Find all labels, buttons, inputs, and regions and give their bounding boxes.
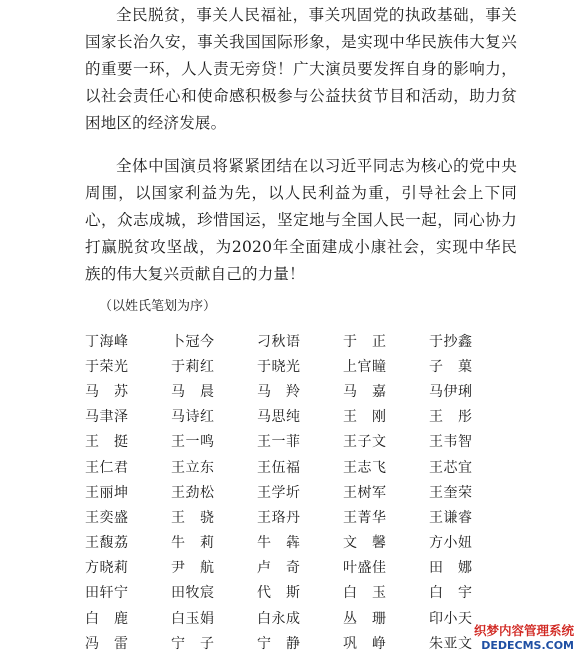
name-entry: 马 苏 — [85, 383, 129, 400]
watermark-url: DEDECMS.COM — [481, 639, 574, 652]
name-entry: 方晓莉 — [85, 560, 129, 577]
name-entry: 子 菓 — [429, 358, 473, 375]
name-entry: 田 娜 — [429, 560, 473, 577]
names-list — [85, 328, 517, 655]
name-entry: 于莉红 — [171, 358, 215, 375]
names-row — [85, 479, 517, 504]
name-entry: 牛 莉 — [171, 535, 215, 552]
name-entry: 田牧宸 — [171, 585, 215, 602]
name-entry: 王树军 — [343, 484, 387, 501]
name-entry: 方小妞 — [429, 535, 473, 552]
name-entry: 王谦睿 — [429, 509, 473, 526]
name-entry: 马伊琍 — [429, 383, 473, 400]
name-entry: 于抄鑫 — [429, 333, 473, 350]
names-row — [85, 404, 517, 429]
name-entry: 马 嘉 — [343, 383, 387, 400]
names-row — [85, 630, 517, 655]
names-row — [85, 429, 517, 454]
name-entry: 王 彤 — [429, 409, 473, 426]
name-entry: 王奎荣 — [429, 484, 473, 501]
name-entry: 王一鸣 — [171, 434, 215, 451]
names-row — [85, 454, 517, 479]
name-entry: 马诗红 — [171, 409, 215, 426]
names-row — [85, 328, 517, 353]
name-entry: 王立东 — [171, 459, 215, 476]
name-entry: 代 斯 — [257, 585, 301, 602]
name-entry: 王奕盛 — [85, 509, 129, 526]
names-row — [85, 353, 517, 378]
name-entry: 王志飞 — [343, 459, 387, 476]
name-entry: 冯 雷 — [85, 635, 129, 652]
names-row — [85, 605, 517, 630]
name-entry: 牛 犇 — [257, 535, 301, 552]
watermark-title: 织梦内容管理系统 — [473, 623, 574, 638]
names-row — [85, 555, 517, 580]
name-entry: 尹 航 — [171, 560, 215, 577]
name-entry: 丛 珊 — [343, 610, 387, 627]
name-entry: 王学圻 — [257, 484, 301, 501]
name-entry: 于晓光 — [257, 358, 301, 375]
name-entry: 王仁君 — [85, 459, 129, 476]
name-entry: 叶盛佳 — [343, 560, 387, 577]
name-entry: 王 挺 — [85, 434, 129, 451]
name-entry: 朱亚文 — [429, 635, 473, 652]
name-entry: 王一菲 — [257, 434, 301, 451]
names-row — [85, 504, 517, 529]
name-entry: 王 骁 — [171, 509, 215, 526]
name-entry: 白 鹿 — [85, 610, 129, 627]
name-entry: 王馥荔 — [85, 535, 129, 552]
name-entry: 王芯宜 — [429, 459, 473, 476]
name-entry: 王韦智 — [429, 434, 473, 451]
name-entry: 宁 静 — [257, 635, 301, 652]
name-entry: 王菁华 — [343, 509, 387, 526]
name-entry: 白玉娟 — [171, 610, 215, 627]
watermark-logo — [456, 623, 574, 653]
name-entry: 白永成 — [257, 610, 301, 627]
name-entry: 刁秋语 — [257, 333, 301, 350]
names-row — [85, 530, 517, 555]
name-entry: 马 羚 — [257, 383, 301, 400]
name-entry: 文 馨 — [343, 535, 387, 552]
paragraph-2: 全体中国演员将紧紧团结在以习近平同志为核心的党中央周围，以国家利益为先，以人民利益为重，引导社会上下同心，众志成城，珍惜国运，坚定地与全国人民一起，同心协力打赢脱贫攻坚战，为2020年全面建成小康社会，实现中华民族的伟大复兴贡献自己的力量！ — [85, 157, 517, 283]
name-entry: 王子文 — [343, 434, 387, 451]
names-row — [85, 378, 517, 403]
name-entry: 王丽坤 — [85, 484, 129, 501]
name-entry: 王劲松 — [171, 484, 215, 501]
name-entry: 白 宇 — [429, 585, 473, 602]
name-entry: 丁海峰 — [85, 333, 129, 350]
name-entry: 印小天 — [429, 610, 473, 627]
paragraph-1: 全民脱贫，事关人民福祉，事关巩固党的执政基础，事关国家长治久安，事关我国国际形象，是实现中华民族伟大复兴的重要一环，人人责无旁贷！广大演员要发挥自身的影响力，以社会责任心和使命感积极参与公益扶贫节目和活动，助力贫困地区的经济发展。 — [85, 6, 517, 132]
name-entry: 马聿泽 — [85, 409, 129, 426]
name-entry: 于 正 — [343, 333, 387, 350]
name-entry: 卢 奇 — [257, 560, 301, 577]
name-entry: 上官瞳 — [343, 358, 387, 375]
name-entry: 巩 峥 — [343, 635, 387, 652]
name-entry: 马思纯 — [257, 409, 301, 426]
name-entry: 王伍福 — [257, 459, 301, 476]
name-entry: 白 玉 — [343, 585, 387, 602]
names-row — [85, 580, 517, 605]
name-entry: 马 晨 — [171, 383, 215, 400]
name-entry: 宁 子 — [171, 635, 215, 652]
name-entry: 于荣光 — [85, 358, 129, 375]
name-entry: 田轩宁 — [85, 585, 129, 602]
name-entry: 王 刚 — [343, 409, 387, 426]
sort-note: （以姓氏笔划为序） — [99, 299, 217, 314]
name-entry: 卜冠今 — [171, 333, 215, 350]
name-entry: 王珞丹 — [257, 509, 301, 526]
